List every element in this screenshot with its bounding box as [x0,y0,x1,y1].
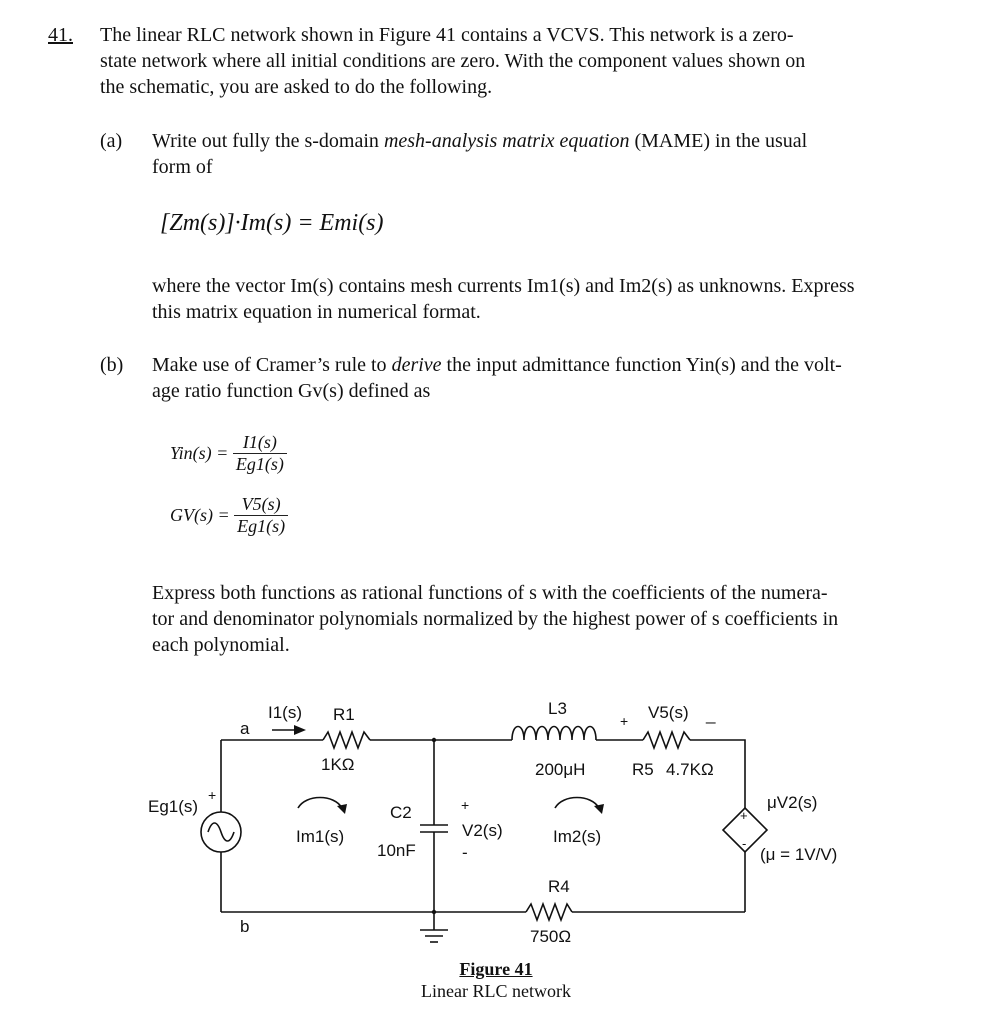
node-bottom-junction [432,910,436,914]
mesh-1-arrowhead [337,804,347,814]
part-b-label: (b) [100,354,124,376]
express-line-2: tor and denominator polynomials normalized by the highest power of s coefficients in [152,608,839,630]
l3-name-label: L3 [548,699,567,718]
source-sine [208,823,234,841]
yin-numerator: I1(s) [233,432,287,454]
node-a-label: a [240,719,250,738]
where-line-1: where the vector Im(s) contains mesh currents Im1(s) and Im2(s) as unknowns. Express [152,275,855,297]
derive-term: derive [391,354,442,376]
mesh-1-arrow [298,798,342,809]
l3-coil [512,727,596,741]
i1-label: I1(s) [268,703,302,722]
r1-value-label: 1KΩ [321,755,355,774]
r1-name-label: R1 [333,705,355,724]
v2-label: V2(s) [462,821,503,840]
node-top-junction [432,738,436,742]
where-line-2: this matrix equation in numerical format. [152,301,481,323]
mame-term: mesh-analysis matrix equation [383,130,630,152]
source-plus-label: + [208,787,217,803]
r4-value-label: 750Ω [530,927,572,946]
gv-denominator: Eg1(s) [237,516,286,536]
c2-name-label: C2 [390,803,412,822]
yin-lhs: Yin(s) = [170,443,229,463]
v2-minus-label: - [462,843,468,862]
r1-zigzag [323,732,370,748]
c2-value-label: 10nF [377,841,416,860]
v5-label: V5(s) [648,703,689,722]
caption-title: Figure 41 [459,959,533,979]
mesh-2-arrowhead [594,804,604,814]
v2-plus-label: + [461,797,470,813]
caption-subtitle: Linear RLC network [421,981,571,1001]
mu-label: (μ = 1V/V) [760,845,838,864]
r5-zigzag [643,732,690,748]
yin-denominator: Eg1(s) [235,454,284,474]
figure-caption [396,958,596,1002]
r4-name-label: R4 [548,877,570,896]
im1-label: Im1(s) [296,827,345,846]
gv-lhs: GV(s) = [170,505,230,525]
l3-value-label: 200μH [535,760,586,779]
r4-zigzag [526,904,572,920]
r5-name-label: R5 [632,760,654,779]
intro-line-1: The linear RLC network shown in Figure 41 contains a VCVS. This network is a zero- [100,24,794,46]
intro-line-2: state network where all initial conditions are zero. With the component values shown on [100,50,806,72]
express-line-3: each polynomial. [152,634,290,656]
intro-line-3: the schematic, you are asked to do the following. [100,76,493,98]
im2-label: Im2(s) [553,827,602,846]
dep-plus-label: + [740,808,748,823]
r5-value-label: 4.7KΩ [666,760,714,779]
v5-minus-label: _ [706,705,716,724]
gv-numerator: V5(s) [234,494,288,516]
dep-source-label: μV2(s) [767,793,818,812]
part-a-line-1: Write out fully the s-domain mesh-analysis matrix equation (MAME) in the usual [152,130,808,152]
part-b-line-1: Make use of Cramer’s rule to derive the input admittance function Yin(s) and the volt- [152,354,842,376]
part-a-label: (a) [100,130,123,152]
dep-minus-label: - [742,836,747,851]
v5-plus-label: + [620,713,629,729]
part-a-line-2: form of [152,156,213,178]
mame-equation: [Zm(s)]·Im(s) = Emi(s) [160,210,384,236]
part-b-line-2: age ratio function Gv(s) defined as [152,380,431,402]
source-label: Eg1(s) [148,797,199,816]
node-b-label: b [240,917,250,936]
express-line-1: Express both functions as rational functions of s with the coefficients of the numera- [152,582,828,604]
problem-number: 41. [48,24,73,46]
mesh-2-arrow [555,798,599,809]
